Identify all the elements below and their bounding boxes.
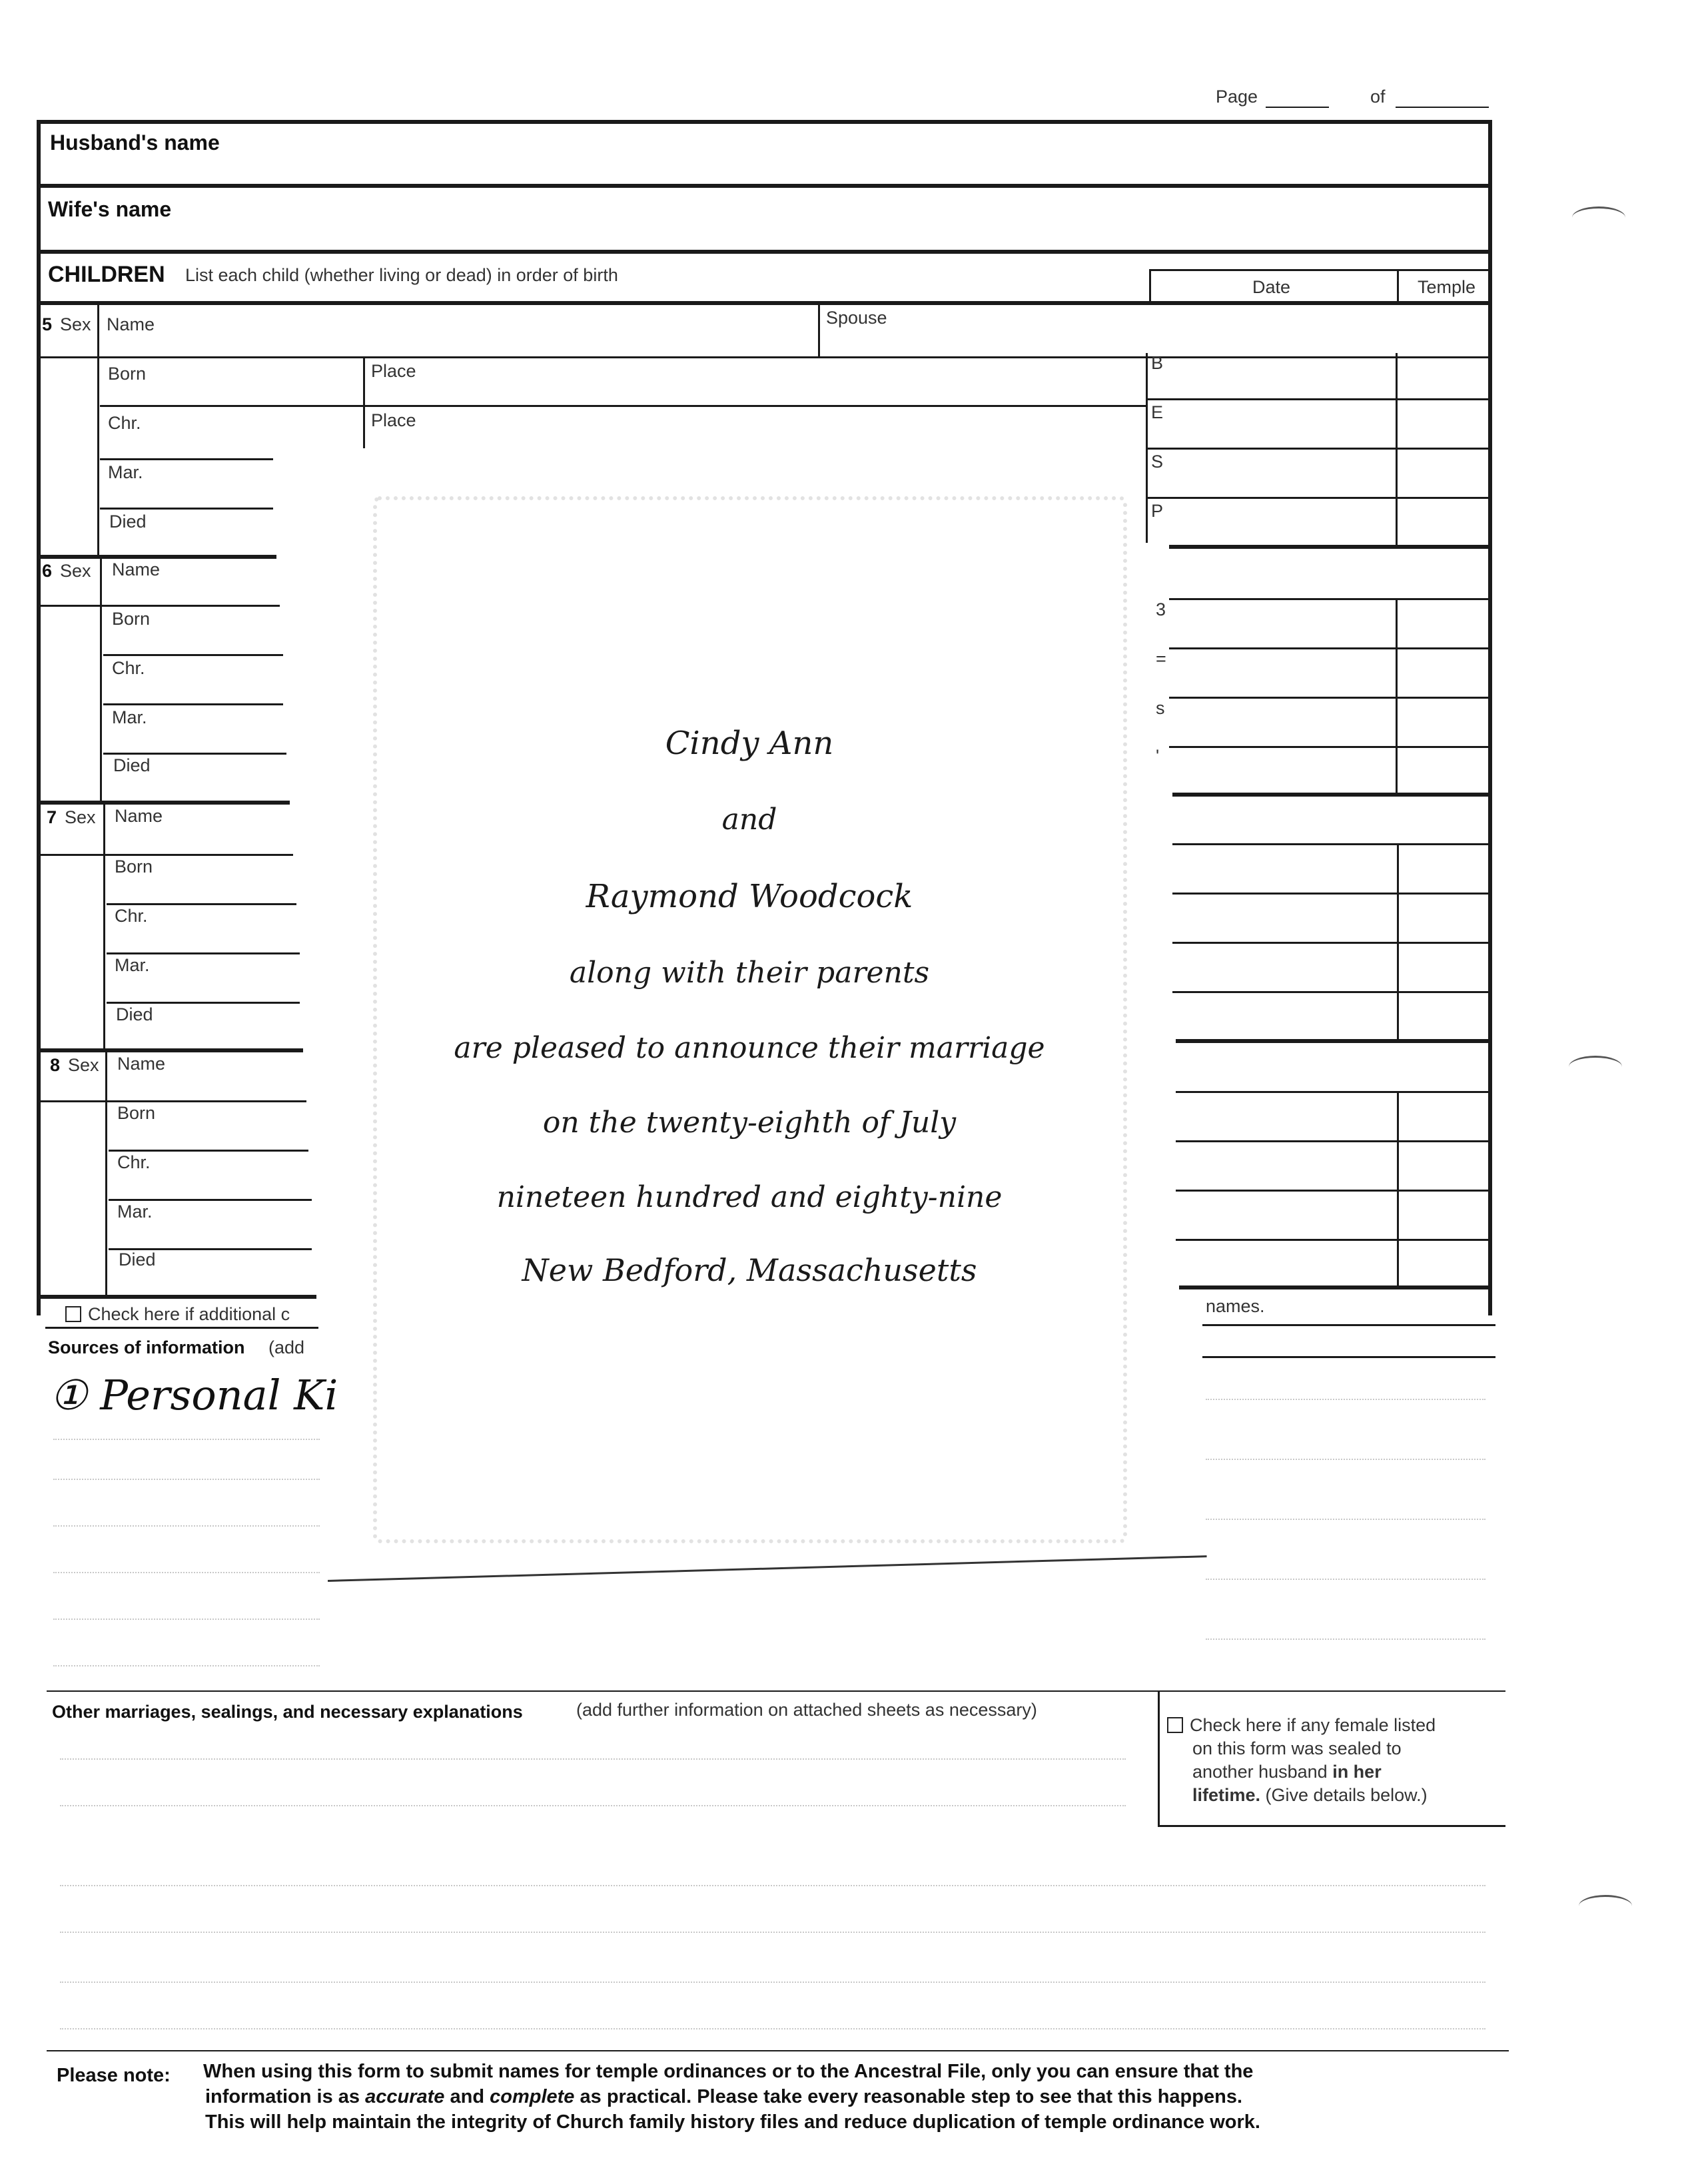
invitation-line-parents: along with their parents xyxy=(569,956,930,990)
other-marriages-top-line xyxy=(47,1690,1505,1692)
child-6-mar-label: Mar. xyxy=(112,707,147,727)
source-dots-r3 xyxy=(1206,1519,1485,1520)
of-label: of xyxy=(1370,87,1386,107)
female-check-line4 xyxy=(1192,1785,1428,1806)
child-7-born-label: Born xyxy=(115,857,153,877)
other-dots-1 xyxy=(60,1758,1126,1760)
ordinance-e: E xyxy=(1151,402,1164,422)
form-right-border xyxy=(1488,120,1492,1315)
child-8-chr-line xyxy=(109,1199,312,1201)
other-dots-6 xyxy=(60,2028,1485,2029)
invitation-line-place: New Bedford, Massachusetts xyxy=(522,1252,977,1288)
child-7-chr-label: Chr. xyxy=(115,906,148,926)
ordinance-e-partial: = xyxy=(1156,649,1166,669)
child-8-name-label: Name xyxy=(117,1054,166,1074)
other-dots-3 xyxy=(60,1885,1485,1886)
invitation-line-groom: Raymond Woodcock xyxy=(586,878,913,915)
child-6-temple-divider xyxy=(1396,598,1398,793)
sources-handwritten: ① Personal Ki xyxy=(50,1371,338,1419)
names-fragment: names. xyxy=(1206,1296,1265,1316)
ordinance-p-partial: ' xyxy=(1156,746,1160,766)
child-8-ord-line-2 xyxy=(1176,1190,1489,1192)
please-note-label: Please note: xyxy=(57,2065,171,2086)
child-6-born-label: Born xyxy=(112,609,151,629)
child-7-sex-divider xyxy=(103,803,105,1050)
child-8-ord-bottom xyxy=(1179,1285,1492,1289)
child-7-bottom xyxy=(37,1048,303,1052)
child-8-sex-label: Sex xyxy=(68,1055,99,1075)
other-dots-5 xyxy=(60,1982,1485,1983)
child-8-born-label: Born xyxy=(117,1103,156,1123)
child-7-chr-line xyxy=(107,952,300,954)
other-marriages-note: (add further information on attached sheets as necessary) xyxy=(576,1700,1037,1720)
child-6-sex-divider xyxy=(100,557,102,803)
child-7-ord-line-1 xyxy=(1172,893,1489,895)
child-5-bottom xyxy=(37,555,276,559)
date-temple-divider xyxy=(1397,269,1399,304)
female-check-line3 xyxy=(1192,1762,1382,1782)
card-bottom-edge xyxy=(328,1555,1207,1582)
children-title: CHILDREN xyxy=(48,262,165,287)
child-6-mar-line xyxy=(103,753,286,755)
child-5-place-divider xyxy=(363,358,365,448)
child-5-born-label: Born xyxy=(108,364,147,384)
child-5-number: 5 xyxy=(42,314,53,334)
child-7-mar-label: Mar. xyxy=(115,955,150,975)
child-8-number: 8 xyxy=(50,1055,61,1075)
source-dots-4 xyxy=(53,1572,320,1573)
child-6-sex-label: Sex xyxy=(60,561,91,581)
date-header-top xyxy=(1149,269,1490,271)
source-dots-6 xyxy=(53,1665,320,1666)
temple-header: Temple xyxy=(1418,277,1476,297)
child-5-chr-line xyxy=(100,458,273,460)
child-8-born-line xyxy=(109,1150,308,1152)
child-8-died-label: Died xyxy=(119,1250,156,1270)
child-6-ord-line-2 xyxy=(1169,697,1489,699)
sources-note: (add xyxy=(268,1337,305,1357)
child-8-bottom xyxy=(37,1295,316,1299)
child-6-number: 6 xyxy=(42,561,53,581)
date-header: Date xyxy=(1252,277,1291,297)
child-7-mar-line xyxy=(107,1002,300,1004)
child-6-chr-line xyxy=(103,703,283,705)
names-line xyxy=(1202,1324,1495,1326)
ordinance-s-partial: s xyxy=(1156,698,1165,718)
please-note-line2-c: as practical. Please take every reasonable step to see that this happens. xyxy=(580,2086,1243,2107)
please-note-complete: complete xyxy=(490,2086,575,2107)
source-dots-3 xyxy=(53,1525,320,1527)
check-additional-children[interactable] xyxy=(65,1304,290,1325)
wife-name-label: Wife's name xyxy=(48,197,172,221)
source-dots-r5 xyxy=(1206,1638,1485,1640)
sources-line-right xyxy=(1202,1356,1495,1358)
female-check-text-1: Check here if any female listed xyxy=(1190,1715,1436,1735)
punch-hole-mark-3 xyxy=(1579,1895,1632,1917)
child-6-ord-line-0 xyxy=(1169,598,1489,600)
child-6-bottom xyxy=(37,801,290,805)
please-note-accurate: accurate xyxy=(365,2086,445,2107)
child-5-chr-place-label: Place xyxy=(371,410,416,430)
invitation-line-announce: are pleased to announce their marriage xyxy=(454,1031,1045,1065)
invitation-line-names-bride: Cindy Ann xyxy=(665,725,834,762)
female-sealed-checkbox[interactable] xyxy=(1167,1717,1183,1733)
child-6-name-label: Name xyxy=(112,559,161,579)
ordinance-s: S xyxy=(1151,452,1164,472)
invitation-line-date: on the twenty-eighth of July xyxy=(542,1106,957,1140)
child-8-sex-divider xyxy=(105,1051,107,1297)
please-note-line1: When using this form to submit names for temple ordinances or to the Ancestral File, only you can ensure that the xyxy=(203,2061,1254,2082)
please-note-line2-b: and xyxy=(450,2086,485,2107)
child-5-ord-line-2 xyxy=(1146,448,1489,450)
additional-children-checkbox[interactable] xyxy=(65,1306,81,1322)
female-check-bold-4: lifetime. xyxy=(1192,1785,1261,1805)
child-6-ord-line-1 xyxy=(1169,647,1489,649)
child-6-born-line xyxy=(103,654,283,656)
child-5-born-place-label: Place xyxy=(371,361,416,381)
child-7-number: 7 xyxy=(47,807,57,827)
source-dots-r2 xyxy=(1206,1459,1485,1460)
please-note-top-line xyxy=(47,2050,1509,2051)
female-box-bottom xyxy=(1158,1825,1505,1827)
source-dots-r1 xyxy=(1206,1399,1485,1400)
child-7-ord-line-2 xyxy=(1172,942,1489,944)
children-header-divider xyxy=(37,301,1492,305)
source-dots-1 xyxy=(53,1439,320,1440)
child-7-born-line xyxy=(107,903,296,905)
child-5-mar-line xyxy=(100,508,273,510)
source-dots-r4 xyxy=(1206,1579,1485,1580)
child-5-spouse-label: Spouse xyxy=(826,308,887,328)
female-check-line2: on this form was sealed to xyxy=(1192,1738,1402,1758)
page-label: Page xyxy=(1216,87,1258,107)
female-box-left xyxy=(1158,1692,1160,1826)
child-6-chr-label: Chr. xyxy=(112,658,145,678)
ordinance-p: P xyxy=(1151,501,1164,521)
child-8-name-line xyxy=(37,1100,306,1102)
other-dots-4 xyxy=(60,1932,1485,1933)
child-8-temple-divider xyxy=(1397,1091,1399,1285)
ordinance-b-partial: 3 xyxy=(1156,599,1166,619)
husband-name-label: Husband's name xyxy=(50,131,220,155)
child-5-sex-label: Sex xyxy=(60,314,91,334)
child-8-ord-line-1 xyxy=(1176,1140,1489,1142)
husband-row-divider xyxy=(37,184,1492,188)
child-7-name-label: Name xyxy=(115,806,163,826)
child-5-chr-label: Chr. xyxy=(108,413,141,433)
child-5-ord-line-3 xyxy=(1146,497,1489,499)
form-top-border xyxy=(37,120,1492,124)
child-7-died-label: Died xyxy=(116,1004,153,1024)
page-number-field[interactable] xyxy=(1266,107,1329,108)
child-6-died-label: Died xyxy=(113,755,151,775)
punch-hole-mark-2 xyxy=(1569,1056,1622,1078)
please-note-line2-a: information is as xyxy=(205,2086,360,2107)
source-dots-5 xyxy=(53,1619,320,1620)
child-5-born-line xyxy=(100,405,1146,407)
child-5-ord-line-1 xyxy=(1146,398,1489,400)
children-instruction: List each child (whether living or dead) in order of birth xyxy=(185,265,618,285)
child-7-temple-divider xyxy=(1397,843,1399,1039)
page-total-field[interactable] xyxy=(1396,107,1489,108)
child-6-ord-bottom xyxy=(1172,793,1492,797)
child-5-name-label: Name xyxy=(107,314,155,334)
sources-label: Sources of information xyxy=(48,1337,245,1357)
child-5-ord-bottom xyxy=(1169,545,1492,549)
husband-name-field[interactable] xyxy=(47,160,1485,180)
please-note-line2 xyxy=(205,2086,1242,2108)
female-check-line1[interactable] xyxy=(1167,1715,1436,1736)
check-additional-text: Check here if additional c xyxy=(88,1304,290,1324)
child-5-sex-divider xyxy=(97,304,99,557)
please-note-line3: This will help maintain the integrity of Church family history files and reduce duplication of temple ordinance work. xyxy=(205,2111,1260,2133)
child-5-died-label: Died xyxy=(109,512,147,532)
child-8-mar-label: Mar. xyxy=(117,1202,153,1222)
source-dots-2 xyxy=(53,1479,320,1480)
child-7-sex-label: Sex xyxy=(65,807,96,827)
punch-hole-mark-1 xyxy=(1572,206,1625,228)
invitation-line-year: nineteen hundred and eighty-nine xyxy=(496,1180,1003,1214)
ordinance-b: B xyxy=(1151,353,1164,373)
wife-row-divider xyxy=(37,250,1492,254)
other-dots-2 xyxy=(60,1805,1126,1806)
date-header-left xyxy=(1149,269,1151,304)
child-7-ord-line-3 xyxy=(1172,991,1489,993)
female-check-text-3: another husband xyxy=(1192,1762,1328,1782)
invitation-card-border xyxy=(373,496,1127,1543)
female-check-text-4: (Give details below.) xyxy=(1265,1785,1428,1805)
child-7-name-line xyxy=(37,854,293,856)
child-7-ord-line-0 xyxy=(1172,843,1489,845)
child-5-spouse-divider xyxy=(818,304,820,357)
form-left-border xyxy=(37,120,41,1315)
sources-top-line xyxy=(45,1327,318,1329)
child-6-ord-line-3 xyxy=(1169,746,1489,748)
child-5-name-divider xyxy=(37,356,1492,358)
female-check-bold-3: in her xyxy=(1332,1762,1382,1782)
child-8-ord-line-0 xyxy=(1176,1091,1489,1093)
child-6-name-line xyxy=(37,605,280,607)
other-marriages-label: Other marriages, sealings, and necessary explanations xyxy=(52,1702,523,1722)
child-5-mar-label: Mar. xyxy=(108,462,143,482)
child-7-ord-bottom xyxy=(1176,1039,1492,1043)
wife-name-field[interactable] xyxy=(47,226,1485,246)
child-8-ord-line-3 xyxy=(1176,1239,1489,1241)
child-8-chr-label: Chr. xyxy=(117,1152,151,1172)
invitation-line-and: and xyxy=(721,803,777,837)
